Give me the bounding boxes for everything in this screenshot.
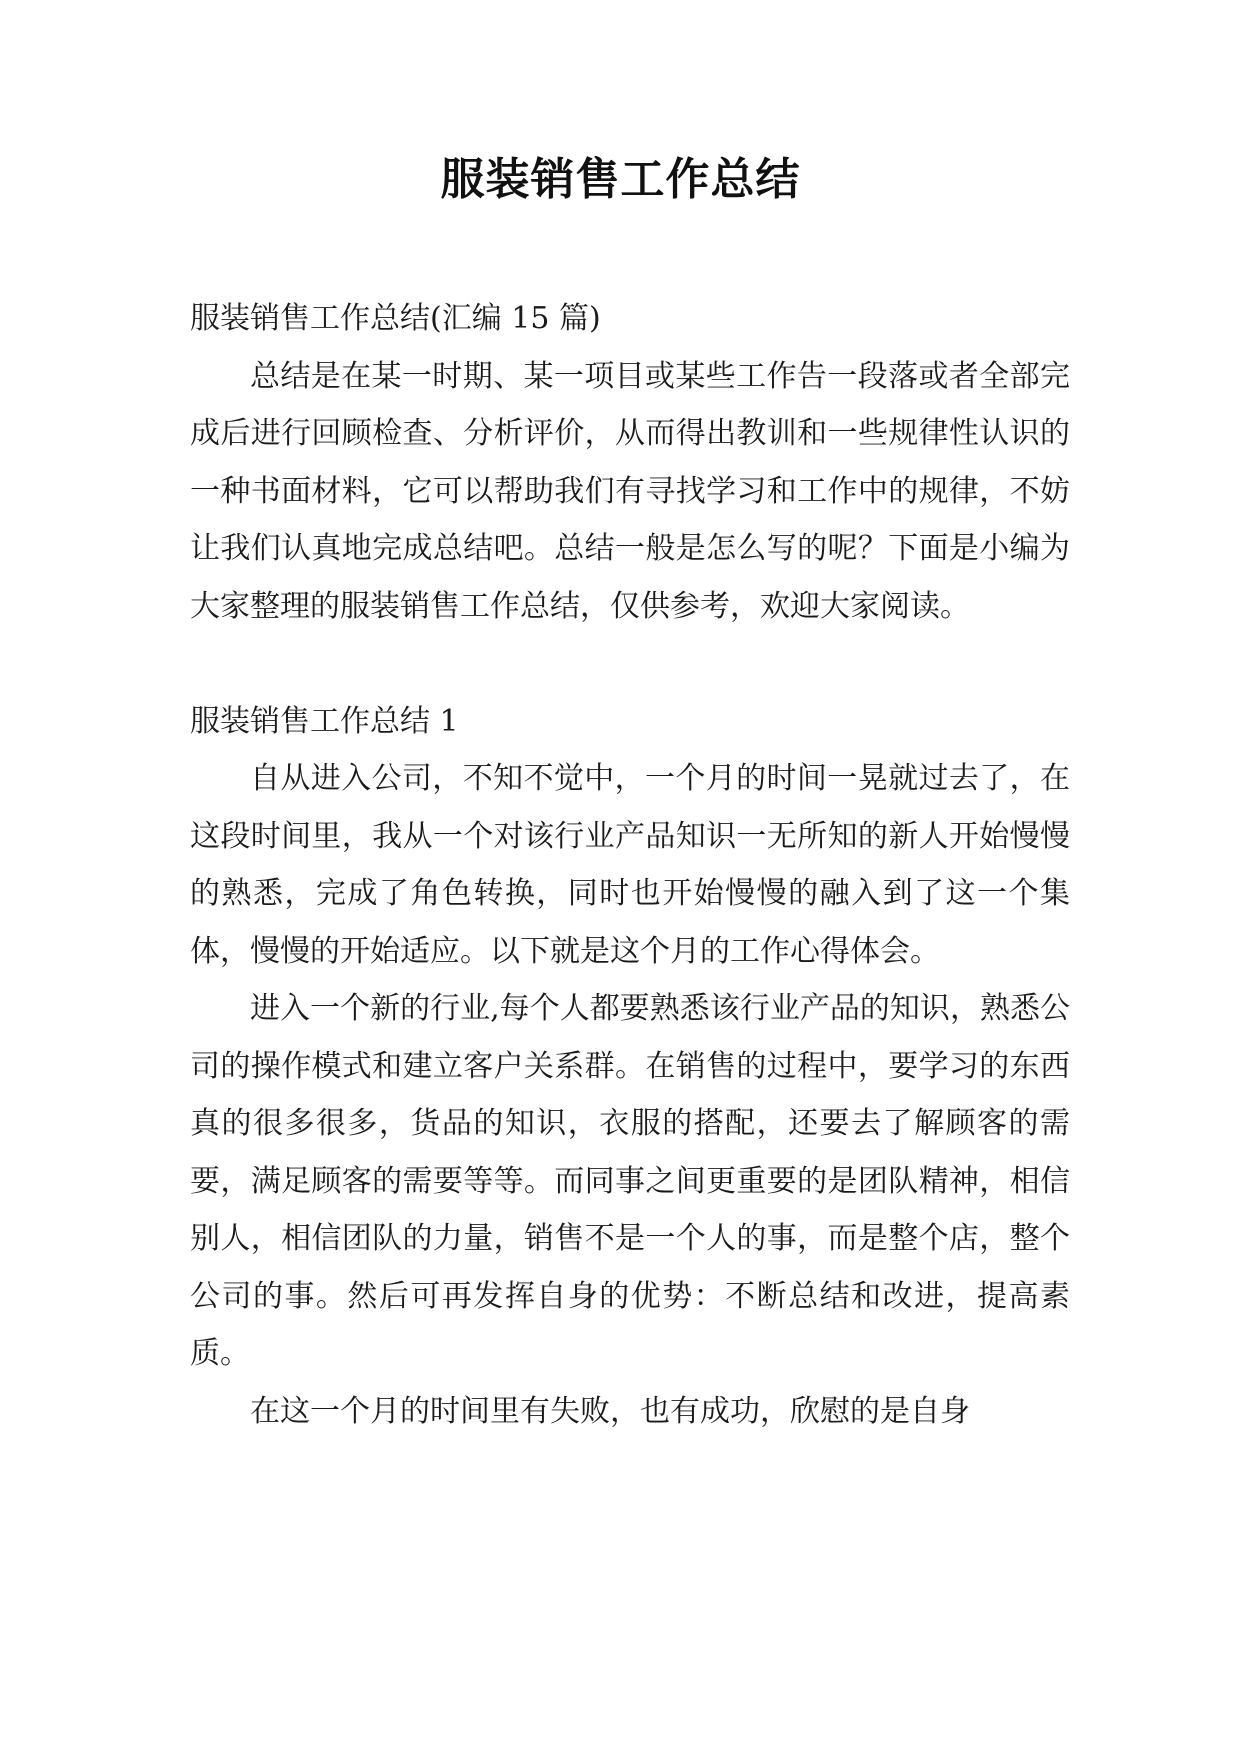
intro-paragraph: 总结是在某一时期、某一项目或某些工作告一段落或者全部完成后进行回顾检查、分析评价，从而得出教训和一些规律性认识的一种书面材料，它可以帮助我们有寻找学习和工作中的规律，不妨让我们认真地完成总结吧。总结一般是怎么写的呢？下面是小编为大家整理的服装销售工作总结，仅供参考，欢迎大家阅读。 bbox=[190, 358, 1070, 624]
document-title: 服装销售工作总结 bbox=[440, 154, 801, 205]
section-heading: 服装销售工作总结 1 bbox=[190, 703, 459, 739]
document-subtitle: 服装销售工作总结(汇编 15 篇) bbox=[190, 301, 601, 336]
section-spacer bbox=[190, 635, 1070, 693]
section-paragraph-2: 进入一个新的行业,每个人都要熟悉该行业产品的知识，熟悉公司的操作模式和建立客户关系群。在销售的过程中，要学习的东西真的很多很多，货品的知识，衣服的搭配，还要去了解顾客的需要，满足顾客的需要等等。而同事之间更重要的是团队精神，相信别人，相信团队的力量，销售不是一个人的事，而是整个店，整个公司的事。然后可再发挥自身的优势：不断总结和改进，提高素质。 bbox=[190, 991, 1070, 1371]
section-paragraph-3: 在这一个月的时间里有失败，也有成功，欣慰的是自身 bbox=[250, 1393, 970, 1429]
section-paragraph-1: 自从进入公司，不知不觉中，一个月的时间一晃就过去了，在这段时间里，我从一个对该行业产品知识一无所知的新人开始慢慢的熟悉，完成了角色转换，同时也开始慢慢的融入到了这一个集体，慢慢的开始适应。以下就是这个月的工作心得体会。 bbox=[190, 761, 1070, 969]
document-body bbox=[190, 290, 1070, 1440]
